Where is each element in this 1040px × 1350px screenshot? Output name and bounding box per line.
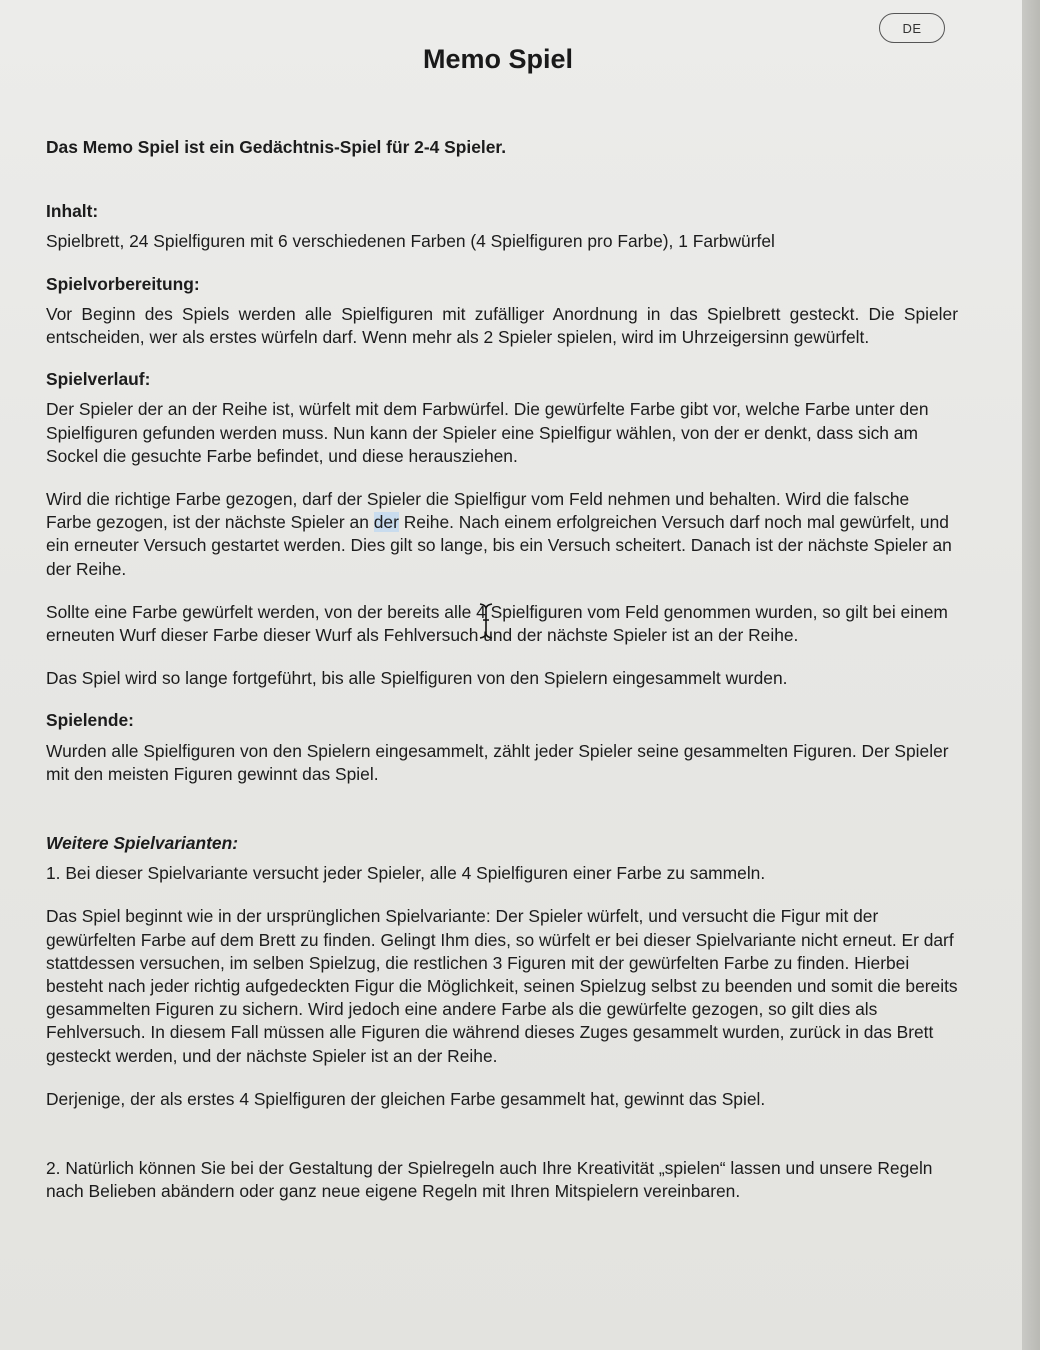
paragraph-2-text-a: Wird die richtige Farbe gezogen, darf der Spieler die Spielfigur vom Feld nehmen und behalten. Wird die falsche Farbe gezogen, ist der nächste Spieler an [46, 489, 910, 533]
heading-spielverlauf: Spielverlauf: [46, 369, 151, 390]
spacer [46, 349, 958, 368]
page-edge [1022, 0, 1040, 1350]
heading-inhalt: Inhalt: [46, 201, 99, 222]
text-selection-highlight: der [373, 512, 399, 533]
spacer [46, 581, 958, 601]
spacer [46, 254, 958, 273]
spacer [46, 1111, 958, 1157]
spacer [46, 223, 958, 230]
heading-spielvorbereitung: Spielvorbereitung: [46, 273, 200, 294]
text-cursor-icon [478, 603, 494, 639]
heading-weitere-spielvarianten: Weitere Spielvarianten: [46, 833, 239, 854]
spacer [46, 786, 958, 832]
paragraph-2-text-b: Reihe. Nach einem erfolgreichen Versuch darf noch mal gewürfelt, und ein erneuter Versuch gestartet werden. Dies gilt so lange, bis ein Versuch scheitert. Danach ist der nächste Spieler an der Reihe. [46, 512, 952, 579]
intro-text: Das Memo Spiel ist ein Gedächtnis-Spiel für 2-4 Spieler. [46, 137, 507, 157]
spielverlauf-paragraph-1: Der Spieler der an der Reihe ist, würfelt mit dem Farbwürfel. Die gewürfelte Farbe gibt vor, welche Farbe unter den Spielfiguren gefunden werden muss. Nun kann der Spieler eine Spielfigur wählen, von der er denkt, dass sich am Sockel die gesuchte Farbe befindet, und diese herausziehen. [46, 399, 929, 466]
spacer [46, 159, 958, 200]
heading-spielende: Spielende: [46, 710, 134, 731]
language-badge[interactable]: DE [879, 13, 945, 43]
spacer [46, 733, 958, 740]
variante-1-paragraph-1: Das Spiel beginnt wie in der ursprünglichen Spielvariante: Der Spieler würfelt, und versucht die Figur mit der gewürfelten Farbe auf dem Brett zu finden. Gelingt Ihm dies, so würfelt er bei dieser Spielvariante nicht erneut. Er darf stattdessen versuchen, im selben Spielzug, die restlichen 3 Figuren mit der gewürfelten Farbe zu finden. Hierbei besteht nach jeder richtig aufgedeckten Figur die Möglichkeit, seinen Spielzug selbst zu beenden und somit die bereits gesammelten Figuren zu sichern. Wird jedoch eine andere Farbe als die gewürfelte gezogen, so gilt dies als Fehlversuch. In diesem Fall müssen alle Figuren die während dieses Zuges gesammelt wurden, zurück in das Brett gesteckt werden, und der nächste Spieler ist an der Reihe. [46, 906, 958, 1066]
spacer [46, 391, 958, 398]
spacer [46, 855, 958, 862]
spielverlauf-paragraph-2 [46, 488, 958, 581]
spacer [46, 1068, 958, 1088]
spacer [46, 885, 958, 905]
page-title: Memo Spiel [422, 44, 574, 74]
variante-2-text: 2. Natürlich können Sie bei der Gestaltung der Spielregeln auch Ihre Kreativität „spielen“ lassen und unsere Regeln nach Belieben abändern oder ganz neue eigene Regeln mit Ihren Mitspielern vereinbaren. [46, 1158, 933, 1202]
document-body[interactable] [46, 136, 958, 1204]
spacer [46, 468, 958, 488]
spielvorbereitung-text: Vor Beginn des Spiels werden alle Spielfiguren mit zufälliger Anordnung in das Spielbrett gesteckt. Die Spieler entscheiden, wer als erstes würfeln darf. Wenn mehr als 2 Spieler spielen, wird im Uhrzeigersinn gewürfelt. [46, 303, 958, 348]
spielverlauf-paragraph-4: Das Spiel wird so lange fortgeführt, bis alle Spielfiguren von den Spielern eingesammelt wurden. [46, 668, 788, 689]
spacer [46, 647, 958, 667]
spacer [46, 296, 958, 303]
spielende-text: Wurden alle Spielfiguren von den Spielern eingesammelt, zählt jeder Spieler seine gesammelten Figuren. Der Spieler mit den meisten Figuren gewinnt das Spiel. [46, 740, 949, 784]
variante-1-title: 1. Bei dieser Spielvariante versucht jeder Spieler, alle 4 Spielfiguren einer Farbe zu sammeln. [46, 863, 766, 884]
spielverlauf-paragraph-3: Sollte eine Farbe gewürfelt werden, von der bereits alle 4 Spielfiguren vom Feld genommen wurden, so gilt bei einem erneuten Wurf dieser Farbe dieser Wurf als Fehlversuch und der nächste Spieler ist an der Reihe. [46, 601, 948, 646]
spacer [46, 690, 958, 709]
inhalt-text: Spielbrett, 24 Spielfiguren mit 6 verschiedenen Farben (4 Spielfiguren pro Farbe), 1 Farbwürfel [46, 231, 775, 252]
variante-1-paragraph-2: Derjenige, der als erstes 4 Spielfiguren der gleichen Farbe gesammelt hat, gewinnt das Spiel. [46, 1088, 766, 1109]
